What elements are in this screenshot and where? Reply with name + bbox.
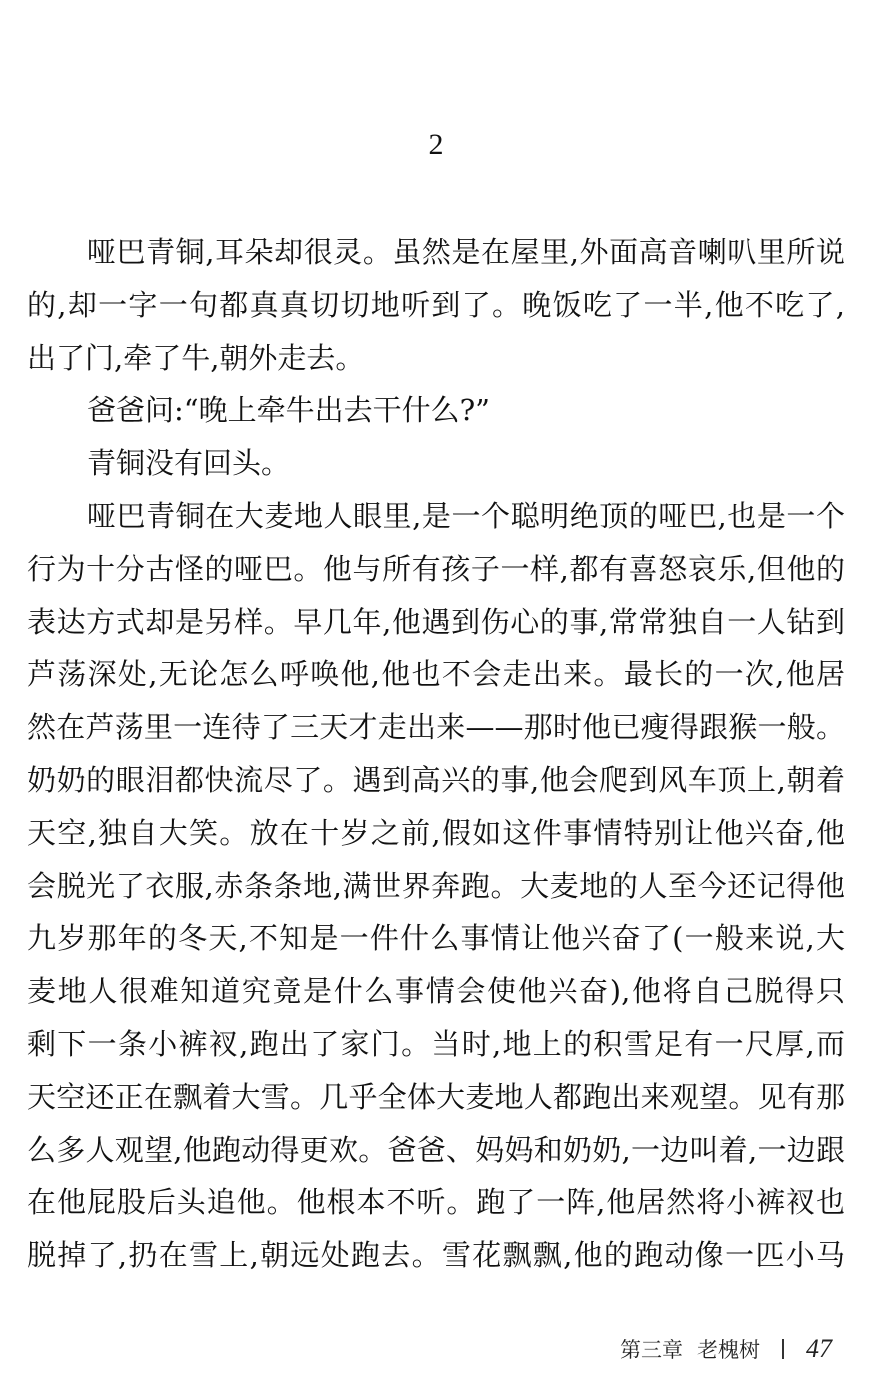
- text-line: 九岁那年的冬天,不知是一件什么事情让他兴奋了(一般来说,大: [27, 921, 845, 956]
- body-text: [27, 226, 845, 1282]
- page-number: 47: [806, 1334, 832, 1363]
- text-line: 麦地人很难知道究竟是什么事情会使他兴奋),他将自己脱得只: [27, 974, 845, 1009]
- text-line: 脱掉了,扔在雪上,朝远处跑去。雪花飘飘,他的跑动像一匹小马: [27, 1238, 845, 1273]
- text-line: 表达方式却是另样。早几年,他遇到伤心的事,常常独自一人钻到: [27, 604, 845, 639]
- text-line: 出了门,牵了牛,朝外走去。: [27, 340, 365, 375]
- section-number: 2: [428, 128, 444, 161]
- text-line: 在他屁股后头追他。他根本不听。跑了一阵,他居然将小裤衩也: [27, 1185, 845, 1220]
- text-line: 青铜没有回头。: [87, 446, 291, 481]
- chapter-title: 老槐树: [697, 1338, 760, 1362]
- footer-divider: [782, 1339, 784, 1359]
- text-line: 芦荡深处,无论怎么呼唤他,他也不会走出来。最长的一次,他居: [27, 657, 845, 692]
- text-line: 爸爸问:“晚上牵牛出去干什么?”: [87, 393, 490, 428]
- text-line: 么多人观望,他跑动得更欢。爸爸、妈妈和奶奶,一边叫着,一边跟: [27, 1132, 845, 1167]
- text-line: 的,却一字一句都真真切切地听到了。晚饭吃了一半,他不吃了,: [27, 287, 845, 322]
- text-line: 会脱光了衣服,赤条条地,满世界奔跑。大麦地的人至今还记得他: [27, 868, 845, 903]
- chapter-label: 第三章: [620, 1338, 683, 1362]
- text-line: 行为十分古怪的哑巴。他与所有孩子一样,都有喜怒哀乐,但他的: [27, 551, 845, 586]
- page-footer: [620, 1334, 832, 1364]
- text-line: 奶奶的眼泪都快流尽了。遇到高兴的事,他会爬到风车顶上,朝着: [27, 762, 845, 797]
- text-line: 哑巴青铜,耳朵却很灵。虽然是在屋里,外面高音喇叭里所说: [87, 235, 845, 269]
- text-line: 剩下一条小裤衩,跑出了家门。当时,地上的积雪足有一尺厚,而: [27, 1026, 845, 1061]
- text-line: 天空,独自大笑。放在十岁之前,假如这件事情特别让他兴奋,他: [27, 815, 845, 850]
- text-line: 天空还正在飘着大雪。几乎全体大麦地人都跑出来观望。见有那: [27, 1079, 845, 1114]
- text-line: 哑巴青铜在大麦地人眼里,是一个聪明绝顶的哑巴,也是一个: [87, 498, 845, 533]
- text-line: 然在芦荡里一连待了三天才走出来——那时他已瘦得跟猴一般。: [27, 710, 845, 745]
